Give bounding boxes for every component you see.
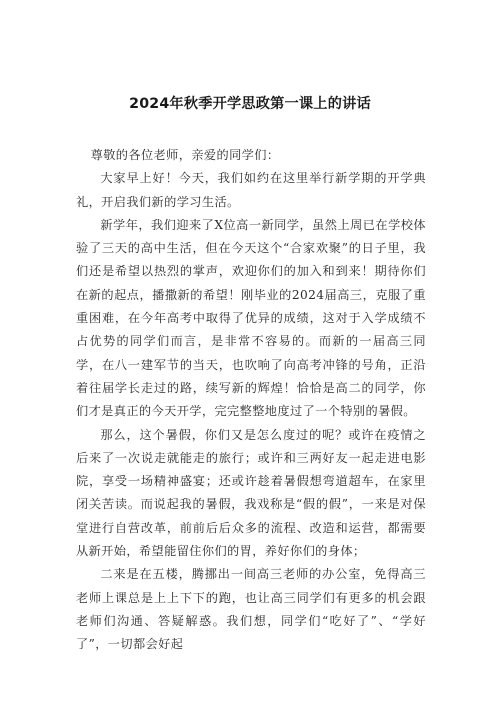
paragraph-summer-vacation: 那么，这个暑假，你们又是怎么度过的呢？或许在疫情之后来了一次说走就能走的旅行；或许和三两好友一起走进电影院，享受一场精神盛宴；还或许趁着暑假想弯道超车，在家里闭关苦读。而说起我的暑假，我戏称是“假的假”，一来是对保堂进行自营改革，前前后后众多的流程、改造和运营，都需要从新开始，希望能留住你们的胃，养好你们的身体； <box>76 427 426 559</box>
document-body <box>76 144 426 657</box>
paragraph-new-semester: 新学年，我们迎来了X位高一新同学，虽然上周已在学校体验了三天的高中生活，但在今天这个“合家欢聚”的日子里，我们还是希望以热烈的掌声，欢迎你们的加入和到来！期待你们在新的起点，播撒新的希望！刚毕业的2024届高三，克服了重重困难，在今年高考中取得了优异的成绩，这对于入学成绩不占优势的同学们而言，是非常不容易的。而新的一届高三同学，在八一建军节的当天，也吹响了向高考冲锋的号角，正沿着往届学长走过的路，续写新的辉煌！恰恰是高二的同学，你们才是真正的今天开学，完完整整地度过了一个特别的暑假。 <box>76 217 426 419</box>
paragraph-greeting: 尊敬的各位老师，亲爱的同学们： <box>90 148 280 162</box>
document-title: 2024年秋季开学思政第一课上的讲话 <box>129 96 371 112</box>
paragraph-opening: 大家早上好！今天，我们如约在这里举行新学期的开学典礼，开启我们新的学习生活。 <box>76 171 426 209</box>
paragraph-fifth-floor-office: 二来是在五楼，腾挪出一间高三老师的办公室，免得高三老师上课总是上上下下的跑，也让高三同学们有更多的机会跟老师们沟通、答疑解惑。我们想，同学们“吃好了”、“学好了”，一切都会好起 <box>76 567 426 652</box>
